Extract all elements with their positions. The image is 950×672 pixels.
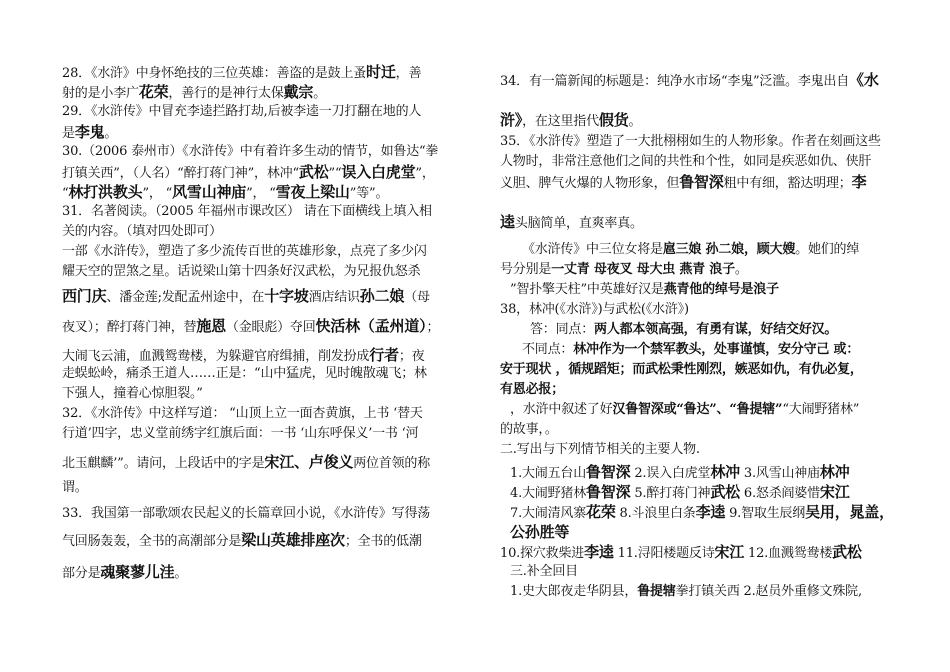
answer-text: 武松 [298, 163, 329, 181]
answer-text: 宋江 [819, 483, 850, 501]
answer-text: 林打洪教头 [68, 183, 143, 201]
text-segment: 34．有一篇新闻的标题是：纯净水市场“李鬼”泛滥。李鬼出自 [500, 74, 850, 89]
text-segment: 号分别是 [500, 262, 552, 277]
answer-text: 戴宗 [283, 83, 314, 101]
text-segment: 三.补全回目 [510, 564, 578, 579]
left-text-line [62, 204, 432, 220]
left-text-line [62, 288, 430, 306]
left-text-line [62, 347, 424, 365]
right-text-line [500, 154, 871, 170]
answer-text: 花荣 [138, 83, 169, 101]
text-segment: 。 [313, 86, 327, 101]
text-segment: 谓。 [62, 480, 88, 495]
answer-text: 燕青他的绰号是浪子 [663, 282, 779, 297]
left-text-line [62, 264, 420, 280]
text-segment: 2.误入白虎堂 [630, 466, 711, 481]
text-segment: （母 [404, 290, 430, 305]
answer-text: 林冲 [819, 463, 850, 481]
left-text-line [62, 426, 418, 442]
right-text-line [530, 322, 837, 338]
left-text-line [62, 386, 203, 402]
text-segment: ，在这里指代 [522, 114, 599, 129]
text-segment: 答：同点： [530, 322, 595, 337]
text-segment: 29．《水浒传》中冒充李逵拦路打劫,后被李逵一刀打翻在地的人 [62, 104, 422, 119]
text-segment: 8.斗浪里白条 [615, 506, 696, 521]
right-text-line [500, 442, 700, 458]
text-segment: ；全书的低潮 [344, 534, 422, 549]
text-segment: 7.大闹清风寨 [510, 506, 587, 521]
text-segment: 4.大闹野猪林 [510, 486, 587, 501]
text-segment: 一部《水浒传》，塑造了多少流传百世的英雄形象，点亮了多少闪 [62, 244, 427, 259]
answer-text: 武松 [832, 543, 862, 561]
answer-text: 雪夜上梁山 [275, 183, 350, 201]
left-text-line [62, 224, 222, 240]
text-segment: 是 [62, 126, 75, 141]
text-segment: 5.醉打蒋门神 [630, 486, 711, 501]
answer-text: 宋江、卢俊义 [264, 453, 354, 471]
text-segment: 9.智取生辰纲 [725, 506, 806, 521]
text-segment: 行道’四字，忠义堂前绣字红旗后面：一书 ‘山东呼保义’一书 ‘河 [62, 426, 419, 441]
text-segment: 3.风雪山神庙 [739, 466, 820, 481]
text-segment: 不同点： [522, 342, 574, 357]
text-segment: “ [62, 186, 69, 201]
text-segment: （金眼彪）夺回 [225, 320, 316, 335]
text-segment: 射的是小李广 [62, 86, 139, 101]
text-segment: 头脑简单，直爽率真。 [514, 216, 643, 231]
text-segment: 6.怒杀阎婆惜 [739, 486, 820, 501]
right-text-line [500, 422, 558, 438]
left-text-line [62, 454, 430, 472]
right-text-line [510, 564, 578, 580]
text-segment: 35．《水浒传》塑造了一大批栩栩如生的人物形象。作者在刻画这些 [500, 134, 881, 149]
left-text-line [62, 184, 388, 202]
text-segment: 32．《水浒传》中这样写道： “山顶上立一面杏黄旗，上书 ‘替天 [62, 406, 423, 421]
text-segment: 二.写出与下列情节相关的主要人物. [500, 442, 700, 457]
text-segment: 1.大闹五台山 [510, 466, 587, 481]
left-text-line [62, 244, 427, 260]
right-text-line [500, 174, 866, 192]
answer-text: 汉鲁智深或“鲁达”、“鲁提辖” [612, 402, 783, 417]
text-segment: ，水浒中叙述了好 [510, 402, 613, 417]
answer-text: 李 [851, 173, 867, 191]
text-segment: 31．名著阅读。（2005 年福州市课改区） 请在下面横线上填入相 [62, 204, 432, 219]
left-text-line [62, 144, 438, 160]
answer-text: 十字坡 [264, 287, 309, 305]
text-segment: 11.浔阳楼题反诗 [613, 546, 715, 561]
text-segment: ”， “ [142, 186, 173, 201]
answer-text: 林冲 [710, 463, 740, 481]
answer-text: 两人都本领高强，有勇有谋，好结交好汉。 [594, 322, 838, 337]
text-segment: 部分是 [62, 566, 101, 581]
answer-text: 李逵 [695, 503, 726, 521]
right-text-line [510, 402, 859, 418]
text-segment: ，善 [395, 66, 422, 81]
text-segment: 33．我国第一部歌颂农民起义的长篇章回小说，《水浒传》写得荡 [62, 506, 431, 521]
text-segment: ”， [415, 166, 435, 181]
answer-text: 风雪山神庙 [172, 183, 247, 201]
answer-text: 安于现状 ，循规蹈矩；而武松秉性刚烈，嫉恶如仇，有仇必复， [500, 362, 863, 377]
right-text-line [500, 134, 881, 150]
left-text-line [62, 532, 422, 550]
text-segment: 10.探穴救柴进 [500, 546, 585, 561]
text-segment: ”， “ [246, 186, 276, 201]
answer-text: 公孙胜等 [510, 523, 570, 541]
left-text-line [62, 366, 427, 382]
text-segment: 关的内容。（填对四处即可） [62, 224, 222, 239]
left-text-line [62, 164, 435, 182]
text-segment: 拳打镇关西 2.赵员外重修文殊院, [675, 584, 862, 599]
right-text-line [510, 524, 569, 542]
text-segment: ； [426, 320, 440, 335]
left-text-line [62, 124, 117, 142]
right-text-line [500, 214, 643, 232]
answer-text: 快活林（孟州道） [315, 317, 427, 335]
right-text-line [522, 242, 859, 258]
text-segment: 的故事，。 [500, 422, 558, 437]
answer-text: 《水 [849, 71, 879, 89]
left-text-line [62, 84, 326, 102]
right-text-line [510, 584, 862, 600]
text-segment: 打镇关西”，（人名）“醉打蒋门神”，林冲“ [62, 166, 299, 181]
text-segment: 。 [174, 566, 188, 581]
answer-text: 吴用，晁盖， [805, 503, 894, 521]
answer-text: 梁山英雄排座次 [241, 531, 345, 549]
text-segment: ”“ [328, 166, 342, 181]
answer-text: 鲁智深 [586, 463, 631, 481]
right-text-line [510, 464, 850, 482]
answer-text: 施恩 [196, 317, 226, 335]
text-segment: 气回肠轰轰，全书的高潮部分是 [62, 534, 242, 549]
right-text-line [510, 484, 850, 502]
text-segment: 38，林冲(《水浒》)与武松(《水浒》) [500, 302, 689, 317]
left-text-line [62, 480, 88, 496]
text-segment: 走蜈蚣岭，痛杀王道人……正是：“山中猛虎，见时魄散魂飞；林 [62, 366, 427, 381]
answer-text: 李逵 [584, 543, 614, 561]
right-text-line [500, 544, 862, 562]
right-text-line [510, 282, 779, 298]
answer-text: 误入白虎堂 [341, 163, 416, 181]
text-segment: 北玉麒麟’”。请问，上段话中的字是 [62, 456, 265, 471]
answer-text: 时迁 [366, 63, 396, 81]
answer-text: 浒》 [500, 111, 523, 129]
text-segment: 耀天空的罡煞之星。话说梁山第十四条好汉武松，为兄报仇怒杀 [62, 264, 421, 279]
text-segment: 人物时，非常注意他们之间的共性和个性，如同是疾恶如仇、侠肝 [500, 154, 872, 169]
right-text-line [500, 72, 879, 90]
text-segment: 夜叉）；醉打蒋门神，替 [62, 320, 197, 335]
answer-text: 西门庆 [62, 287, 107, 305]
right-text-line [500, 112, 641, 130]
text-segment: 28．《水浒》中身怀绝技的三位英雄：善盗的是鼓上蚤 [62, 66, 367, 81]
answer-text: 扈三娘 孙二娘，顾大嫂 [662, 242, 796, 257]
left-text-line [62, 506, 430, 522]
text-segment: 。她们的绰 [795, 242, 860, 257]
text-segment: 义胆、脾气火爆的人物形象，但 [500, 176, 680, 191]
text-segment: 。 [628, 114, 642, 129]
answer-text: 鲁提辖 [637, 584, 676, 599]
answer-text: 武松 [710, 483, 740, 501]
answer-text: 有恩必报； [500, 382, 565, 397]
text-segment: 酒店结识 [308, 290, 360, 305]
left-text-line [62, 64, 421, 82]
answer-text: 鲁智深 [586, 483, 631, 501]
answer-text: 魂聚蓼儿洼 [100, 563, 175, 581]
answer-text: 假货 [598, 111, 629, 129]
text-segment: ，善行的是神行太保 [168, 86, 284, 101]
answer-text: 一丈青 母夜叉 母大虫 燕青 浪子 [551, 262, 735, 277]
left-text-line [62, 564, 187, 582]
right-text-line [510, 504, 894, 522]
text-segment: 。 [734, 262, 748, 277]
text-segment: 《水浒传》中三位女将是 [522, 242, 663, 257]
left-text-line [62, 406, 423, 422]
text-segment: ；夜 [398, 349, 425, 364]
text-segment: “大闹野猪林” [782, 402, 860, 417]
left-text-line [62, 104, 421, 120]
right-text-line [500, 382, 564, 398]
right-text-line [522, 342, 859, 358]
text-segment: 粗中有细，豁达明理； [723, 176, 852, 191]
left-text-line [62, 318, 439, 336]
answer-text: 花荣 [586, 503, 616, 521]
answer-text: 鲁智深 [679, 173, 724, 191]
answer-text: 孙二娘 [359, 287, 405, 305]
text-segment: ”智扑擎天柱”中英雄好汉是 [510, 282, 664, 297]
answer-text: 行者 [369, 346, 399, 364]
text-segment: 下强人，撞着心惊胆裂。” [62, 386, 203, 401]
answer-text: 逵 [500, 213, 515, 231]
right-text-line [500, 302, 689, 318]
text-segment: 1.史大郎夜走华阴县， [510, 584, 638, 599]
answer-text: 林冲作为一个禁军教头，处事谨慎，安分守己 或： [573, 342, 860, 357]
answer-text: 宋江 [714, 543, 745, 561]
right-text-line [500, 362, 863, 378]
text-segment: 。 [104, 126, 118, 141]
right-text-line [500, 262, 748, 278]
text-segment: 30.（2006 泰州市）《水浒传》中有着许多生动的情节，如鲁达“拳 [62, 144, 439, 159]
answer-text: 李鬼 [74, 123, 105, 141]
text-segment: 12.血溅鸳鸯楼 [744, 546, 833, 561]
text-segment: ”等”。 [349, 186, 389, 201]
text-segment: 大闹飞云浦，血溅鸳鸯楼，为躲避官府缉捕，削发扮成 [62, 349, 370, 364]
text-segment: 两位首领的称 [353, 456, 431, 471]
text-segment: 、潘金莲;发配孟州途中，在 [106, 290, 265, 305]
